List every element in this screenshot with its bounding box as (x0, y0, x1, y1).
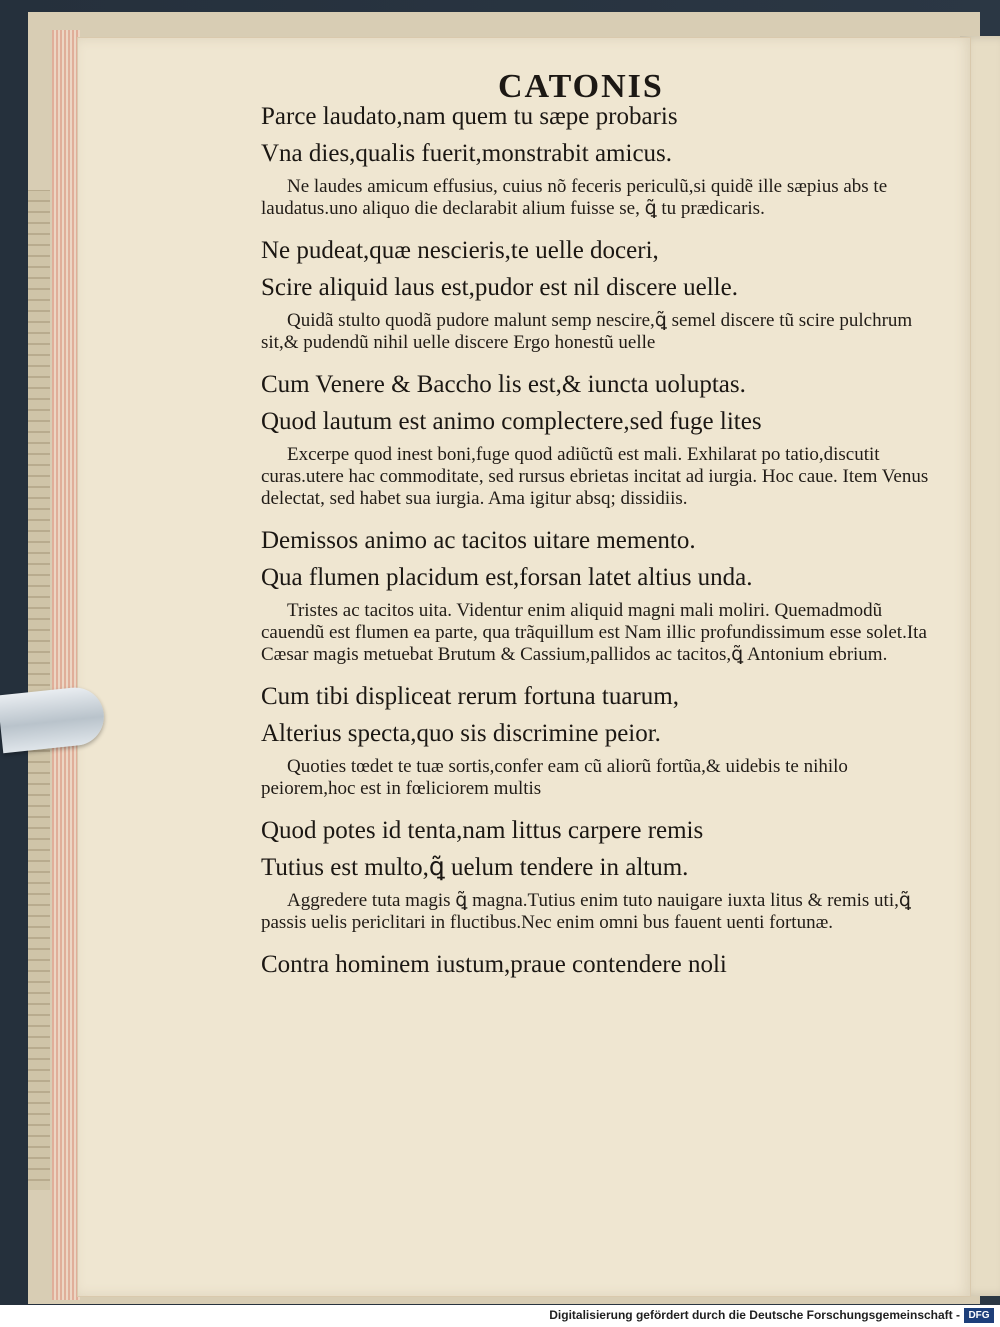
verse-line: Quod lautum est animo complectere,sed fuge lites (261, 408, 762, 435)
verse-line: Parce laudato,nam quem tu sæpe probaris (261, 103, 678, 130)
page-leaf-edges (52, 30, 80, 1300)
verse-line: Scire aliquid laus est,pudor est nil discere uelle. (261, 274, 738, 301)
funding-notice: Digitalisierung gefördert durch die Deutsche Forschungsgemeinschaft - (549, 1308, 960, 1322)
entry (261, 678, 931, 800)
entry (261, 366, 931, 510)
book-page (78, 38, 970, 1296)
verse-line: Demissos animo ac tacitos uitare memento. (261, 527, 696, 554)
verse-line: Qua flumen placidum est,forsan latet altius unda. (261, 564, 753, 591)
commentary: Quoties tœdet te tuæ sortis,confer eam cũ aliorũ fortũa,& uidebis te nihilo peiorem,hoc est in fœliciorem multis (261, 756, 848, 799)
entry (261, 812, 931, 934)
verse-line: Cum Venere & Baccho lis est,& iuncta uoluptas. (261, 371, 746, 398)
entry (261, 946, 931, 983)
verse-line: Ne pudeat,quæ nescieris,te uelle doceri, (261, 237, 659, 264)
verse-line: Contra hominem iustum,praue contendere noli (261, 951, 727, 978)
verse-line: Cum tibi displiceat rerum fortuna tuarum, (261, 683, 679, 710)
entry (261, 98, 931, 220)
entry (261, 232, 931, 354)
commentary: Ne laudes amicum effusius, cuius nõ feceris periculũ,si quidẽ ille sæpius abs te laudatus.uno aliquo die declarabit alium fuisse se, ꝗ̃ tu prædicaris. (261, 176, 888, 219)
commentary: Tristes ac tacitos uita. Videntur enim aliquid magni mali moliri. Quemadmodũ cauendũ est flumen ea parte, qua trãquillum est Nam illic profundissimum esse solet.Ita Cæsar magis metuebat Brutum & Cassium,pallidos ac tacitos,ꝗ̃ Antonium ebrium. (261, 600, 927, 665)
dfg-logo-icon: DFG (964, 1308, 994, 1323)
entry (261, 522, 931, 666)
footer-bar (0, 1305, 1000, 1327)
verse-line: Tutius est multo,ꝗ̃ uelum tendere in altum. (261, 854, 689, 881)
running-head: CATONIS (498, 68, 664, 105)
commentary: Quidã stulto quodã pudore malunt semp nescire,ꝗ̃ semel discere tũ scire pulchrum sit,& pudendũ nihil uelle discere Ergo honestũ uelle (261, 310, 913, 353)
verse-line: Vna dies,qualis fuerit,monstrabit amicus. (261, 140, 673, 167)
verse-line: Alterius specta,quo sis discrimine peior. (261, 720, 661, 747)
page-text (261, 98, 931, 983)
verse-line: Quod potes id tenta,nam littus carpere remis (261, 817, 704, 844)
commentary: Excerpe quod inest boni,fuge quod adiũctũ est mali. Exhilarat po tatio,discutit curas.utere hac commoditate, sed rursus ebrietas incitat ad iurgia. Hoc caue. Item Venus delectat, sed habet sua iurgia. Ama igitur absq; dissidiis. (261, 444, 929, 509)
commentary: Aggredere tuta magis ꝗ̃ magna.Tutius enim tuto nauigare iuxta litus & remis uti,ꝗ̃ passis uelis periclitari in fluctibus.Nec enim omni bus fauent uenti fortunæ. (261, 890, 911, 933)
